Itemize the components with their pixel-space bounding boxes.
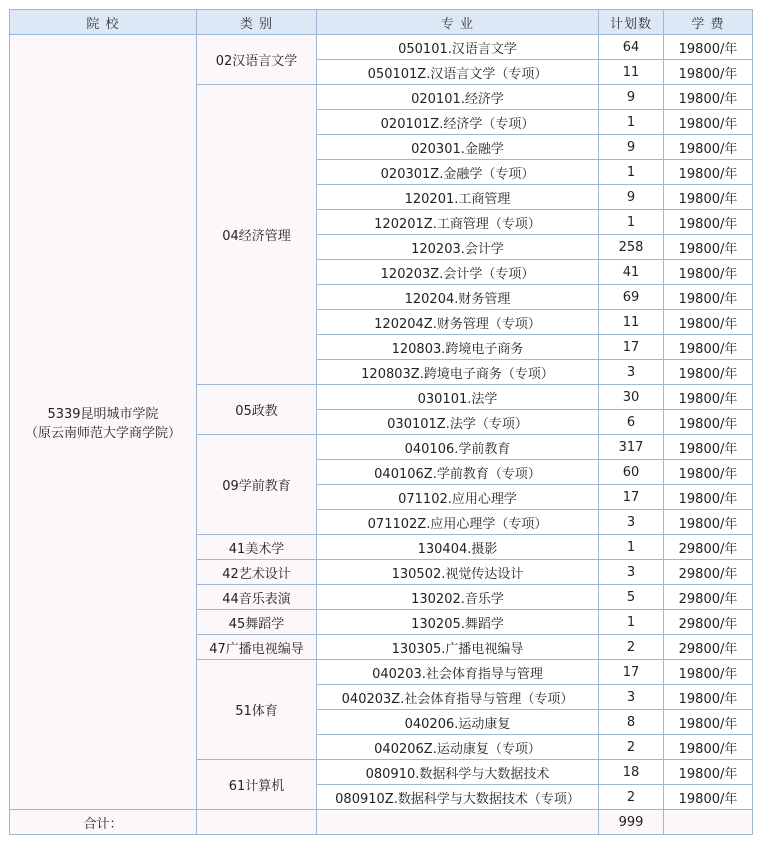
category-cell: 04经济管理 xyxy=(197,85,317,385)
plan-count-cell: 3 xyxy=(599,685,664,710)
tuition-cell: 19800/年 xyxy=(664,760,753,785)
tuition-cell: 19800/年 xyxy=(664,260,753,285)
major-cell: 120803Z.跨境电子商务（专项） xyxy=(317,360,599,385)
total-empty-major xyxy=(317,810,599,835)
total-empty-category xyxy=(197,810,317,835)
plan-count-cell: 6 xyxy=(599,410,664,435)
header-tuition: 学 费 xyxy=(664,10,753,35)
tuition-cell: 19800/年 xyxy=(664,385,753,410)
major-cell: 080910Z.数据科学与大数据技术（专项） xyxy=(317,785,599,810)
tuition-cell: 29800/年 xyxy=(664,610,753,635)
total-row xyxy=(10,810,753,835)
major-cell: 120201Z.工商管理（专项） xyxy=(317,210,599,235)
major-cell: 040203Z.社会体育指导与管理（专项） xyxy=(317,685,599,710)
table-row xyxy=(10,35,753,60)
total-count: 999 xyxy=(599,810,664,835)
major-cell: 040206Z.运动康复（专项） xyxy=(317,735,599,760)
tuition-cell: 19800/年 xyxy=(664,360,753,385)
major-cell: 120803.跨境电子商务 xyxy=(317,335,599,360)
category-cell: 02汉语言文学 xyxy=(197,35,317,85)
category-cell: 41美术学 xyxy=(197,535,317,560)
plan-count-cell: 2 xyxy=(599,735,664,760)
category-cell: 42艺术设计 xyxy=(197,560,317,585)
plan-count-cell: 11 xyxy=(599,60,664,85)
major-cell: 040106.学前教育 xyxy=(317,435,599,460)
major-cell: 120204Z.财务管理（专项） xyxy=(317,310,599,335)
tuition-cell: 19800/年 xyxy=(664,60,753,85)
tuition-cell: 19800/年 xyxy=(664,735,753,760)
tuition-cell: 19800/年 xyxy=(664,185,753,210)
tuition-cell: 19800/年 xyxy=(664,660,753,685)
major-cell: 020101.经济学 xyxy=(317,85,599,110)
tuition-cell: 19800/年 xyxy=(664,285,753,310)
plan-count-cell: 1 xyxy=(599,535,664,560)
plan-count-cell: 11 xyxy=(599,310,664,335)
major-cell: 050101.汉语言文学 xyxy=(317,35,599,60)
plan-count-cell: 9 xyxy=(599,135,664,160)
plan-count-cell: 60 xyxy=(599,460,664,485)
tuition-cell: 19800/年 xyxy=(664,310,753,335)
major-cell: 030101.法学 xyxy=(317,385,599,410)
plan-count-cell: 317 xyxy=(599,435,664,460)
category-cell: 09学前教育 xyxy=(197,435,317,535)
plan-count-cell: 1 xyxy=(599,160,664,185)
tuition-cell: 19800/年 xyxy=(664,710,753,735)
major-cell: 130502.视觉传达设计 xyxy=(317,560,599,585)
major-cell: 071102Z.应用心理学（专项） xyxy=(317,510,599,535)
tuition-cell: 19800/年 xyxy=(664,210,753,235)
plan-count-cell: 8 xyxy=(599,710,664,735)
major-cell: 040203.社会体育指导与管理 xyxy=(317,660,599,685)
tuition-cell: 29800/年 xyxy=(664,585,753,610)
plan-count-cell: 30 xyxy=(599,385,664,410)
plan-count-cell: 1 xyxy=(599,110,664,135)
tuition-cell: 19800/年 xyxy=(664,485,753,510)
tuition-cell: 19800/年 xyxy=(664,235,753,260)
tuition-cell: 19800/年 xyxy=(664,110,753,135)
plan-count-cell: 9 xyxy=(599,185,664,210)
header-row xyxy=(10,10,753,35)
tuition-cell: 29800/年 xyxy=(664,635,753,660)
plan-count-cell: 69 xyxy=(599,285,664,310)
tuition-cell: 19800/年 xyxy=(664,510,753,535)
category-cell: 05政教 xyxy=(197,385,317,435)
tuition-cell: 19800/年 xyxy=(664,460,753,485)
category-cell: 47广播电视编导 xyxy=(197,635,317,660)
major-cell: 040206.运动康复 xyxy=(317,710,599,735)
major-cell: 130305.广播电视编导 xyxy=(317,635,599,660)
plan-count-cell: 3 xyxy=(599,510,664,535)
major-cell: 130205.舞蹈学 xyxy=(317,610,599,635)
category-cell: 44音乐表演 xyxy=(197,585,317,610)
major-cell: 120204.财务管理 xyxy=(317,285,599,310)
plan-count-cell: 3 xyxy=(599,560,664,585)
plan-count-cell: 2 xyxy=(599,785,664,810)
tuition-cell: 29800/年 xyxy=(664,535,753,560)
tuition-cell: 19800/年 xyxy=(664,85,753,110)
header-major: 专 业 xyxy=(317,10,599,35)
plan-count-cell: 1 xyxy=(599,210,664,235)
plan-count-cell: 17 xyxy=(599,485,664,510)
total-empty-fee xyxy=(664,810,753,835)
plan-count-cell: 3 xyxy=(599,360,664,385)
major-cell: 030101Z.法学（专项） xyxy=(317,410,599,435)
major-cell: 080910.数据科学与大数据技术 xyxy=(317,760,599,785)
tuition-cell: 19800/年 xyxy=(664,35,753,60)
enrollment-plan-table xyxy=(9,9,753,835)
plan-count-cell: 64 xyxy=(599,35,664,60)
major-cell: 040106Z.学前教育（专项） xyxy=(317,460,599,485)
major-cell: 020301Z.金融学（专项） xyxy=(317,160,599,185)
major-cell: 130202.音乐学 xyxy=(317,585,599,610)
header-plan-count: 计划数 xyxy=(599,10,664,35)
plan-count-cell: 1 xyxy=(599,610,664,635)
major-cell: 050101Z.汉语言文学（专项） xyxy=(317,60,599,85)
tuition-cell: 19800/年 xyxy=(664,785,753,810)
category-cell: 45舞蹈学 xyxy=(197,610,317,635)
major-cell: 120203.会计学 xyxy=(317,235,599,260)
plan-count-cell: 17 xyxy=(599,335,664,360)
major-cell: 071102.应用心理学 xyxy=(317,485,599,510)
tuition-cell: 19800/年 xyxy=(664,335,753,360)
school-name: 5339昆明城市学院 xyxy=(47,407,159,422)
plan-count-cell: 41 xyxy=(599,260,664,285)
tuition-cell: 19800/年 xyxy=(664,410,753,435)
major-cell: 020301.金融学 xyxy=(317,135,599,160)
tuition-cell: 19800/年 xyxy=(664,160,753,185)
tuition-cell: 19800/年 xyxy=(664,135,753,160)
header-school: 院 校 xyxy=(10,10,197,35)
category-cell: 51体育 xyxy=(197,660,317,760)
plan-count-cell: 9 xyxy=(599,85,664,110)
major-cell: 020101Z.经济学（专项） xyxy=(317,110,599,135)
plan-count-cell: 5 xyxy=(599,585,664,610)
major-cell: 120203Z.会计学（专项） xyxy=(317,260,599,285)
plan-count-cell: 258 xyxy=(599,235,664,260)
tuition-cell: 29800/年 xyxy=(664,560,753,585)
school-former-name: （原云南师范大学商学院） xyxy=(24,426,181,441)
major-cell: 120201.工商管理 xyxy=(317,185,599,210)
header-category: 类 别 xyxy=(197,10,317,35)
total-label: 合计： xyxy=(10,810,197,835)
school-cell xyxy=(10,35,197,810)
plan-count-cell: 17 xyxy=(599,660,664,685)
table-body xyxy=(10,35,753,810)
major-cell: 130404.摄影 xyxy=(317,535,599,560)
plan-count-cell: 18 xyxy=(599,760,664,785)
tuition-cell: 19800/年 xyxy=(664,435,753,460)
category-cell: 61计算机 xyxy=(197,760,317,810)
tuition-cell: 19800/年 xyxy=(664,685,753,710)
plan-count-cell: 2 xyxy=(599,635,664,660)
